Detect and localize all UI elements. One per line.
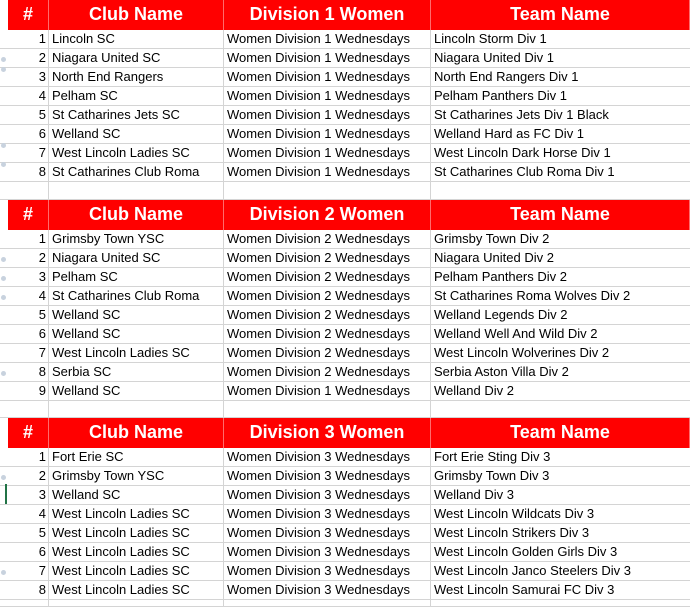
cell-team-name[interactable]: West Lincoln Strikers Div 3	[431, 524, 690, 543]
cell-division[interactable]: Women Division 2 Wednesdays	[224, 306, 431, 325]
table-row	[0, 68, 690, 87]
cell-number[interactable]: 1	[8, 448, 49, 467]
cell-number[interactable]: 7	[8, 562, 49, 581]
empty-cell[interactable]	[224, 182, 431, 200]
row-gutter	[0, 382, 8, 401]
cell-number[interactable]: 1	[8, 30, 49, 49]
active-cell-indicator	[5, 484, 7, 504]
cell-division[interactable]: Women Division 3 Wednesdays	[224, 562, 431, 581]
gutter-marker	[1, 67, 6, 72]
gutter-marker	[1, 143, 6, 148]
cell-division[interactable]: Women Division 1 Wednesdays	[224, 144, 431, 163]
table-row	[0, 49, 690, 68]
cell-club-name[interactable]: Grimsby Town YSC	[49, 467, 224, 486]
cell-division[interactable]: Women Division 1 Wednesdays	[224, 163, 431, 182]
gutter-marker	[1, 276, 6, 281]
cell-number[interactable]: 9	[8, 382, 49, 401]
cell-division[interactable]: Women Division 3 Wednesdays	[224, 448, 431, 467]
cell-club-name[interactable]: Pelham SC	[49, 268, 224, 287]
cell-club-name[interactable]: Grimsby Town YSC	[49, 230, 224, 249]
empty-row	[0, 182, 690, 200]
section-header-row	[0, 418, 690, 448]
table-row	[0, 448, 690, 467]
cell-team-name[interactable]: Grimsby Town Div 3	[431, 467, 690, 486]
row-gutter	[0, 344, 8, 363]
empty-cell[interactable]	[8, 401, 49, 418]
cell-team-name[interactable]: Lincoln Storm Div 1	[431, 30, 690, 49]
cell-club-name[interactable]: North End Rangers	[49, 68, 224, 87]
header-cell-division[interactable]: Division 3 Women	[224, 418, 431, 448]
cell-division[interactable]: Women Division 1 Wednesdays	[224, 87, 431, 106]
cell-number[interactable]: 6	[8, 543, 49, 562]
cell-club-name[interactable]: Lincoln SC	[49, 30, 224, 49]
table-row	[0, 562, 690, 581]
cell-number[interactable]: 2	[8, 467, 49, 486]
cell-number[interactable]: 2	[8, 49, 49, 68]
empty-cell[interactable]	[8, 600, 49, 607]
cell-number[interactable]: 4	[8, 505, 49, 524]
cell-division[interactable]: Women Division 3 Wednesdays	[224, 486, 431, 505]
empty-cell[interactable]	[49, 401, 224, 418]
cell-club-name[interactable]: St Catharines Jets SC	[49, 106, 224, 125]
empty-cell[interactable]	[431, 182, 690, 200]
table-row	[0, 467, 690, 486]
cell-division[interactable]: Women Division 1 Wednesdays	[224, 382, 431, 401]
header-cell-club-name[interactable]: Club Name	[49, 200, 224, 230]
cell-team-name[interactable]: Pelham Panthers Div 2	[431, 268, 690, 287]
cell-team-name[interactable]: Niagara United Div 2	[431, 249, 690, 268]
cell-division[interactable]: Women Division 3 Wednesdays	[224, 467, 431, 486]
table-row	[0, 87, 690, 106]
empty-cell[interactable]	[8, 182, 49, 200]
table-row	[0, 287, 690, 306]
cell-division[interactable]: Women Division 2 Wednesdays	[224, 249, 431, 268]
row-gutter	[0, 200, 8, 230]
row-gutter	[0, 106, 8, 125]
cell-number[interactable]: 7	[8, 144, 49, 163]
cell-club-name[interactable]: Fort Erie SC	[49, 448, 224, 467]
cell-club-name[interactable]: St Catharines Club Roma	[49, 287, 224, 306]
gutter-marker	[1, 475, 6, 480]
row-gutter	[0, 30, 8, 49]
cell-number[interactable]: 3	[8, 68, 49, 87]
row-gutter	[0, 87, 8, 106]
table-row	[0, 524, 690, 543]
row-gutter	[0, 418, 8, 448]
cell-team-name[interactable]: Grimsby Town Div 2	[431, 230, 690, 249]
section-header-row	[0, 200, 690, 230]
cell-division[interactable]: Women Division 2 Wednesdays	[224, 325, 431, 344]
section-header-row	[0, 0, 690, 30]
header-cell-number[interactable]: #	[8, 0, 49, 30]
gutter-marker	[1, 57, 6, 62]
cell-club-name[interactable]: Welland SC	[49, 486, 224, 505]
cell-team-name[interactable]: Serbia Aston Villa Div 2	[431, 363, 690, 382]
cell-division[interactable]: Women Division 3 Wednesdays	[224, 543, 431, 562]
cell-club-name[interactable]: Pelham SC	[49, 87, 224, 106]
cell-team-name[interactable]: Welland Div 2	[431, 382, 690, 401]
cell-division[interactable]: Women Division 2 Wednesdays	[224, 268, 431, 287]
cell-division[interactable]: Women Division 2 Wednesdays	[224, 230, 431, 249]
cell-number[interactable]: 4	[8, 87, 49, 106]
cell-team-name[interactable]: West Lincoln Wolverines Div 2	[431, 344, 690, 363]
cell-club-name[interactable]: Welland SC	[49, 125, 224, 144]
header-cell-team-name[interactable]: Team Name	[431, 0, 690, 30]
header-cell-club-name[interactable]: Club Name	[49, 0, 224, 30]
cell-team-name[interactable]: Welland Div 3	[431, 486, 690, 505]
table-row	[0, 249, 690, 268]
table-row	[0, 486, 690, 505]
cell-number[interactable]: 3	[8, 486, 49, 505]
row-gutter	[0, 0, 8, 30]
cell-number[interactable]: 3	[8, 268, 49, 287]
cell-division[interactable]: Women Division 2 Wednesdays	[224, 287, 431, 306]
table-row	[0, 30, 690, 49]
row-gutter	[0, 182, 8, 200]
header-cell-team-name[interactable]: Team Name	[431, 418, 690, 448]
cell-club-name[interactable]: West Lincoln Ladies SC	[49, 524, 224, 543]
cell-team-name[interactable]: St Catharines Club Roma Div 1	[431, 163, 690, 182]
cell-number[interactable]: 6	[8, 125, 49, 144]
empty-row	[0, 600, 690, 607]
cell-division[interactable]: Women Division 2 Wednesdays	[224, 344, 431, 363]
header-cell-number[interactable]: #	[8, 418, 49, 448]
empty-row	[0, 401, 690, 418]
cell-team-name[interactable]: Welland Hard as FC Div 1	[431, 125, 690, 144]
empty-cell[interactable]	[224, 401, 431, 418]
cell-number[interactable]: 6	[8, 325, 49, 344]
empty-cell[interactable]	[431, 401, 690, 418]
cell-club-name[interactable]: West Lincoln Ladies SC	[49, 144, 224, 163]
table-row	[0, 230, 690, 249]
cell-club-name[interactable]: Serbia SC	[49, 363, 224, 382]
cell-club-name[interactable]: Welland SC	[49, 382, 224, 401]
cell-club-name[interactable]: Niagara United SC	[49, 49, 224, 68]
cell-division[interactable]: Women Division 1 Wednesdays	[224, 106, 431, 125]
header-cell-club-name[interactable]: Club Name	[49, 418, 224, 448]
cell-number[interactable]: 5	[8, 306, 49, 325]
table-row	[0, 144, 690, 163]
table-row	[0, 543, 690, 562]
cell-club-name[interactable]: West Lincoln Ladies SC	[49, 581, 224, 600]
cell-team-name[interactable]: North End Rangers Div 1	[431, 68, 690, 87]
table-row	[0, 106, 690, 125]
cell-number[interactable]: 2	[8, 249, 49, 268]
empty-cell[interactable]	[224, 600, 431, 607]
gutter-marker	[1, 162, 6, 167]
cell-number[interactable]: 8	[8, 581, 49, 600]
row-gutter	[0, 401, 8, 418]
row-gutter	[0, 543, 8, 562]
row-gutter	[0, 524, 8, 543]
row-gutter	[0, 448, 8, 467]
table-row	[0, 268, 690, 287]
table-row	[0, 344, 690, 363]
cell-team-name[interactable]: Welland Well And Wild Div 2	[431, 325, 690, 344]
cell-club-name[interactable]: West Lincoln Ladies SC	[49, 344, 224, 363]
empty-cell[interactable]	[49, 182, 224, 200]
cell-team-name[interactable]: Pelham Panthers Div 1	[431, 87, 690, 106]
row-gutter	[0, 600, 8, 607]
cell-team-name[interactable]: Niagara United Div 1	[431, 49, 690, 68]
cell-division[interactable]: Women Division 3 Wednesdays	[224, 524, 431, 543]
header-cell-team-name[interactable]: Team Name	[431, 200, 690, 230]
row-gutter	[0, 505, 8, 524]
row-gutter	[0, 230, 8, 249]
cell-division[interactable]: Women Division 3 Wednesdays	[224, 505, 431, 524]
cell-division[interactable]: Women Division 1 Wednesdays	[224, 30, 431, 49]
cell-division[interactable]: Women Division 1 Wednesdays	[224, 125, 431, 144]
gutter-marker	[1, 295, 6, 300]
cell-team-name[interactable]: Fort Erie Sting Div 3	[431, 448, 690, 467]
gutter-marker	[1, 371, 6, 376]
table-row	[0, 382, 690, 401]
table-row	[0, 581, 690, 600]
row-gutter	[0, 125, 8, 144]
cell-club-name[interactable]: West Lincoln Ladies SC	[49, 543, 224, 562]
header-cell-division[interactable]: Division 2 Women	[224, 200, 431, 230]
cell-team-name[interactable]: St Catharines Jets Div 1 Black	[431, 106, 690, 125]
cell-team-name[interactable]: Welland Legends Div 2	[431, 306, 690, 325]
table-row	[0, 363, 690, 382]
cell-number[interactable]: 5	[8, 524, 49, 543]
cell-number[interactable]: 4	[8, 287, 49, 306]
cell-team-name[interactable]: St Catharines Roma Wolves Div 2	[431, 287, 690, 306]
cell-club-name[interactable]: West Lincoln Ladies SC	[49, 562, 224, 581]
empty-cell[interactable]	[431, 600, 690, 607]
gutter-marker	[1, 570, 6, 575]
cell-number[interactable]: 8	[8, 163, 49, 182]
cell-team-name[interactable]: West Lincoln Janco Steelers Div 3	[431, 562, 690, 581]
table-row	[0, 125, 690, 144]
cell-number[interactable]: 8	[8, 363, 49, 382]
cell-club-name[interactable]: Niagara United SC	[49, 249, 224, 268]
header-cell-division[interactable]: Division 1 Women	[224, 0, 431, 30]
cell-team-name[interactable]: West Lincoln Dark Horse Div 1	[431, 144, 690, 163]
row-gutter	[0, 581, 8, 600]
cell-club-name[interactable]: Welland SC	[49, 306, 224, 325]
cell-team-name[interactable]: West Lincoln Golden Girls Div 3	[431, 543, 690, 562]
cell-number[interactable]: 1	[8, 230, 49, 249]
cell-club-name[interactable]: Welland SC	[49, 325, 224, 344]
cell-number[interactable]: 5	[8, 106, 49, 125]
table-row	[0, 505, 690, 524]
cell-team-name[interactable]: West Lincoln Samurai FC Div 3	[431, 581, 690, 600]
cell-number[interactable]: 7	[8, 344, 49, 363]
empty-cell[interactable]	[49, 600, 224, 607]
cell-division[interactable]: Women Division 2 Wednesdays	[224, 363, 431, 382]
table-row	[0, 306, 690, 325]
cell-club-name[interactable]: West Lincoln Ladies SC	[49, 505, 224, 524]
cell-team-name[interactable]: West Lincoln Wildcats Div 3	[431, 505, 690, 524]
cell-division[interactable]: Women Division 1 Wednesdays	[224, 68, 431, 87]
cell-division[interactable]: Women Division 3 Wednesdays	[224, 581, 431, 600]
table-row	[0, 163, 690, 182]
header-cell-number[interactable]: #	[8, 200, 49, 230]
cell-club-name[interactable]: St Catharines Club Roma	[49, 163, 224, 182]
table-row	[0, 325, 690, 344]
cell-division[interactable]: Women Division 1 Wednesdays	[224, 49, 431, 68]
gutter-marker	[1, 257, 6, 262]
row-gutter	[0, 325, 8, 344]
row-gutter	[0, 306, 8, 325]
